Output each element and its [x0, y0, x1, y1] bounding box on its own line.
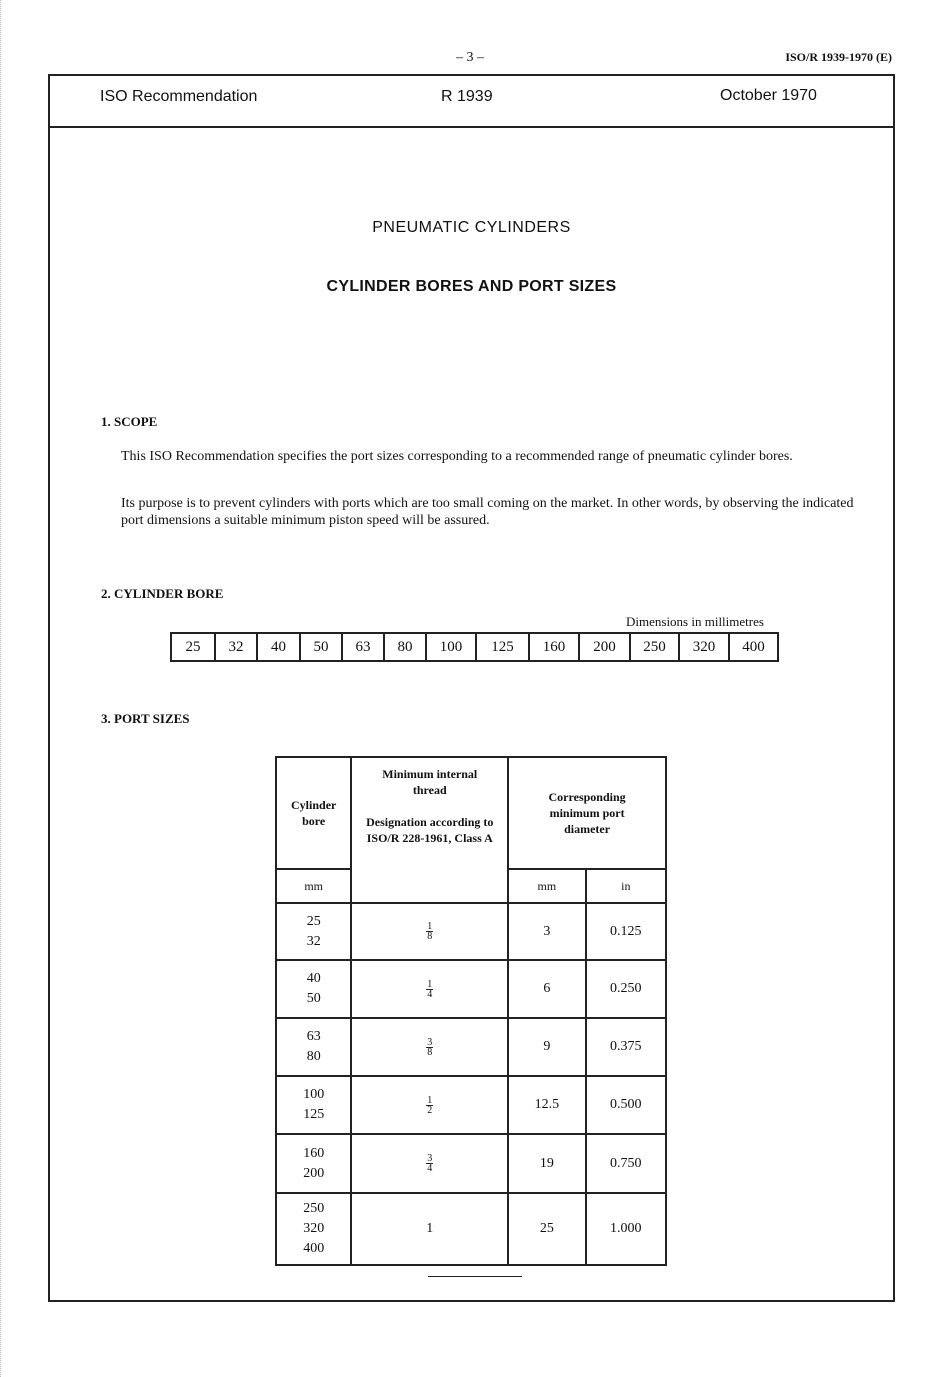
port-in: 0.375	[586, 1018, 666, 1076]
header-band	[48, 74, 895, 128]
unit-bore-mm: mm	[276, 869, 351, 903]
bore-values	[276, 1018, 351, 1076]
bore-value: 200	[303, 1165, 325, 1181]
bore-values	[276, 903, 351, 960]
table-row	[276, 1018, 666, 1076]
table-row	[276, 1134, 666, 1193]
page-subtitle: CYLINDER BORES AND PORT SIZES	[326, 278, 617, 295]
section-heading-scope: 1. SCOPE	[101, 414, 158, 429]
header-middle: R 1939	[441, 88, 493, 105]
bore-cell: 25	[171, 633, 215, 661]
table-row	[276, 1193, 666, 1265]
bore-cell: 100	[426, 633, 476, 661]
fraction	[426, 1154, 433, 1173]
header-left: ISO Recommendation	[100, 88, 258, 105]
section-heading-bore: 2. CYLINDER BORE	[101, 586, 224, 601]
port-in: 0.750	[586, 1134, 666, 1193]
fraction-denominator: 8	[427, 1046, 433, 1058]
fraction-numerator: 3	[427, 1153, 433, 1164]
end-rule	[428, 1276, 522, 1277]
bore-cell: 40	[257, 633, 300, 661]
table-row	[276, 1076, 666, 1134]
thread-size	[351, 1018, 508, 1076]
port-mm: 3	[508, 903, 585, 960]
bore-value: 250	[303, 1201, 325, 1216]
bore-value: 25	[306, 913, 321, 929]
bore-value: 50	[306, 991, 321, 1006]
col-header-thread	[351, 757, 508, 903]
fraction	[426, 980, 433, 999]
table-row	[276, 903, 666, 960]
port-in: 0.500	[586, 1076, 666, 1134]
bore-cell: 125	[476, 633, 529, 661]
fraction-numerator: 1	[427, 978, 433, 990]
thread-size	[351, 903, 508, 960]
document-reference: ISO/R 1939-1970 (E)	[785, 50, 892, 64]
section-heading-ports: 3. PORT SIZES	[101, 711, 190, 726]
bore-cell: 32	[215, 633, 257, 661]
fraction-numerator: 1	[427, 921, 433, 932]
bore-table	[170, 632, 779, 662]
thread-size	[351, 960, 508, 1018]
fraction	[426, 1096, 433, 1115]
port-in: 0.125	[586, 903, 666, 960]
port-mm: 25	[508, 1193, 585, 1265]
bore-cell: 320	[679, 633, 729, 661]
thread-size	[351, 1134, 508, 1193]
page-title: PNEUMATIC CYLINDERS	[372, 219, 571, 236]
fraction-denominator: 4	[427, 988, 433, 1000]
bore-cell: 80	[384, 633, 426, 661]
bore-values	[276, 1076, 351, 1134]
fraction-denominator: 2	[427, 1104, 433, 1116]
header-row	[276, 757, 666, 869]
fraction	[426, 1038, 433, 1057]
fraction-numerator: 3	[427, 1036, 433, 1048]
fraction	[426, 922, 433, 941]
scope-paragraph-1: This ISO Recommendation specifies the port sizes corresponding to a recommended range of pneumatic cylinder bores.	[121, 449, 793, 464]
thread-size: 1	[351, 1193, 508, 1265]
port-mm: 6	[508, 960, 585, 1018]
dimensions-note: Dimensions in millimetres	[626, 614, 764, 629]
bore-cell: 400	[729, 633, 778, 661]
col-header-thread-line1: Minimum internal thread	[382, 767, 478, 797]
bore-cell: 200	[579, 633, 630, 661]
page-number: – 3 –	[456, 50, 484, 65]
bore-value: 32	[306, 933, 321, 949]
col-header-port: Corresponding minimum port diameter	[508, 757, 666, 869]
bore-value: 63	[306, 1029, 321, 1044]
port-in: 0.250	[586, 960, 666, 1018]
bore-cell: 250	[630, 633, 679, 661]
bore-cell: 63	[342, 633, 384, 661]
bore-values	[276, 960, 351, 1018]
scan-margin-line	[0, 0, 2, 1377]
fraction-denominator: 4	[427, 1163, 433, 1174]
port-mm: 19	[508, 1134, 585, 1193]
header-right: October 1970	[720, 87, 817, 104]
unit-port-in: in	[586, 869, 666, 903]
bore-values	[276, 1193, 351, 1265]
bore-value: 400	[303, 1241, 325, 1256]
unit-port-mm: mm	[508, 869, 585, 903]
thread-size	[351, 1076, 508, 1134]
port-in: 1.000	[586, 1193, 666, 1265]
bore-value: 40	[306, 971, 321, 986]
port-mm: 9	[508, 1018, 585, 1076]
scope-paragraph-2: Its purpose is to prevent cylinders with ports which are too small coming on the market. In other words, by observing the indicated port dimensions a suitable minimum piston speed will be assured.	[121, 496, 854, 528]
bore-value: 160	[303, 1145, 325, 1161]
table-row	[276, 960, 666, 1018]
port-sizes-table	[275, 756, 667, 1266]
bore-value: 100	[303, 1087, 325, 1102]
fraction-denominator: 8	[427, 931, 433, 942]
bore-cell: 50	[300, 633, 342, 661]
bore-value: 320	[303, 1221, 325, 1236]
bore-row	[171, 633, 778, 661]
bore-values	[276, 1134, 351, 1193]
bore-value: 80	[306, 1049, 321, 1064]
bore-value: 125	[303, 1107, 325, 1122]
port-mm: 12.5	[508, 1076, 585, 1134]
col-header-bore: Cylinder bore	[276, 757, 351, 869]
col-header-thread-line2: Designation according to ISO/R 228-1961, Class A	[366, 815, 494, 845]
bore-cell: 160	[529, 633, 579, 661]
fraction-numerator: 1	[427, 1094, 433, 1106]
